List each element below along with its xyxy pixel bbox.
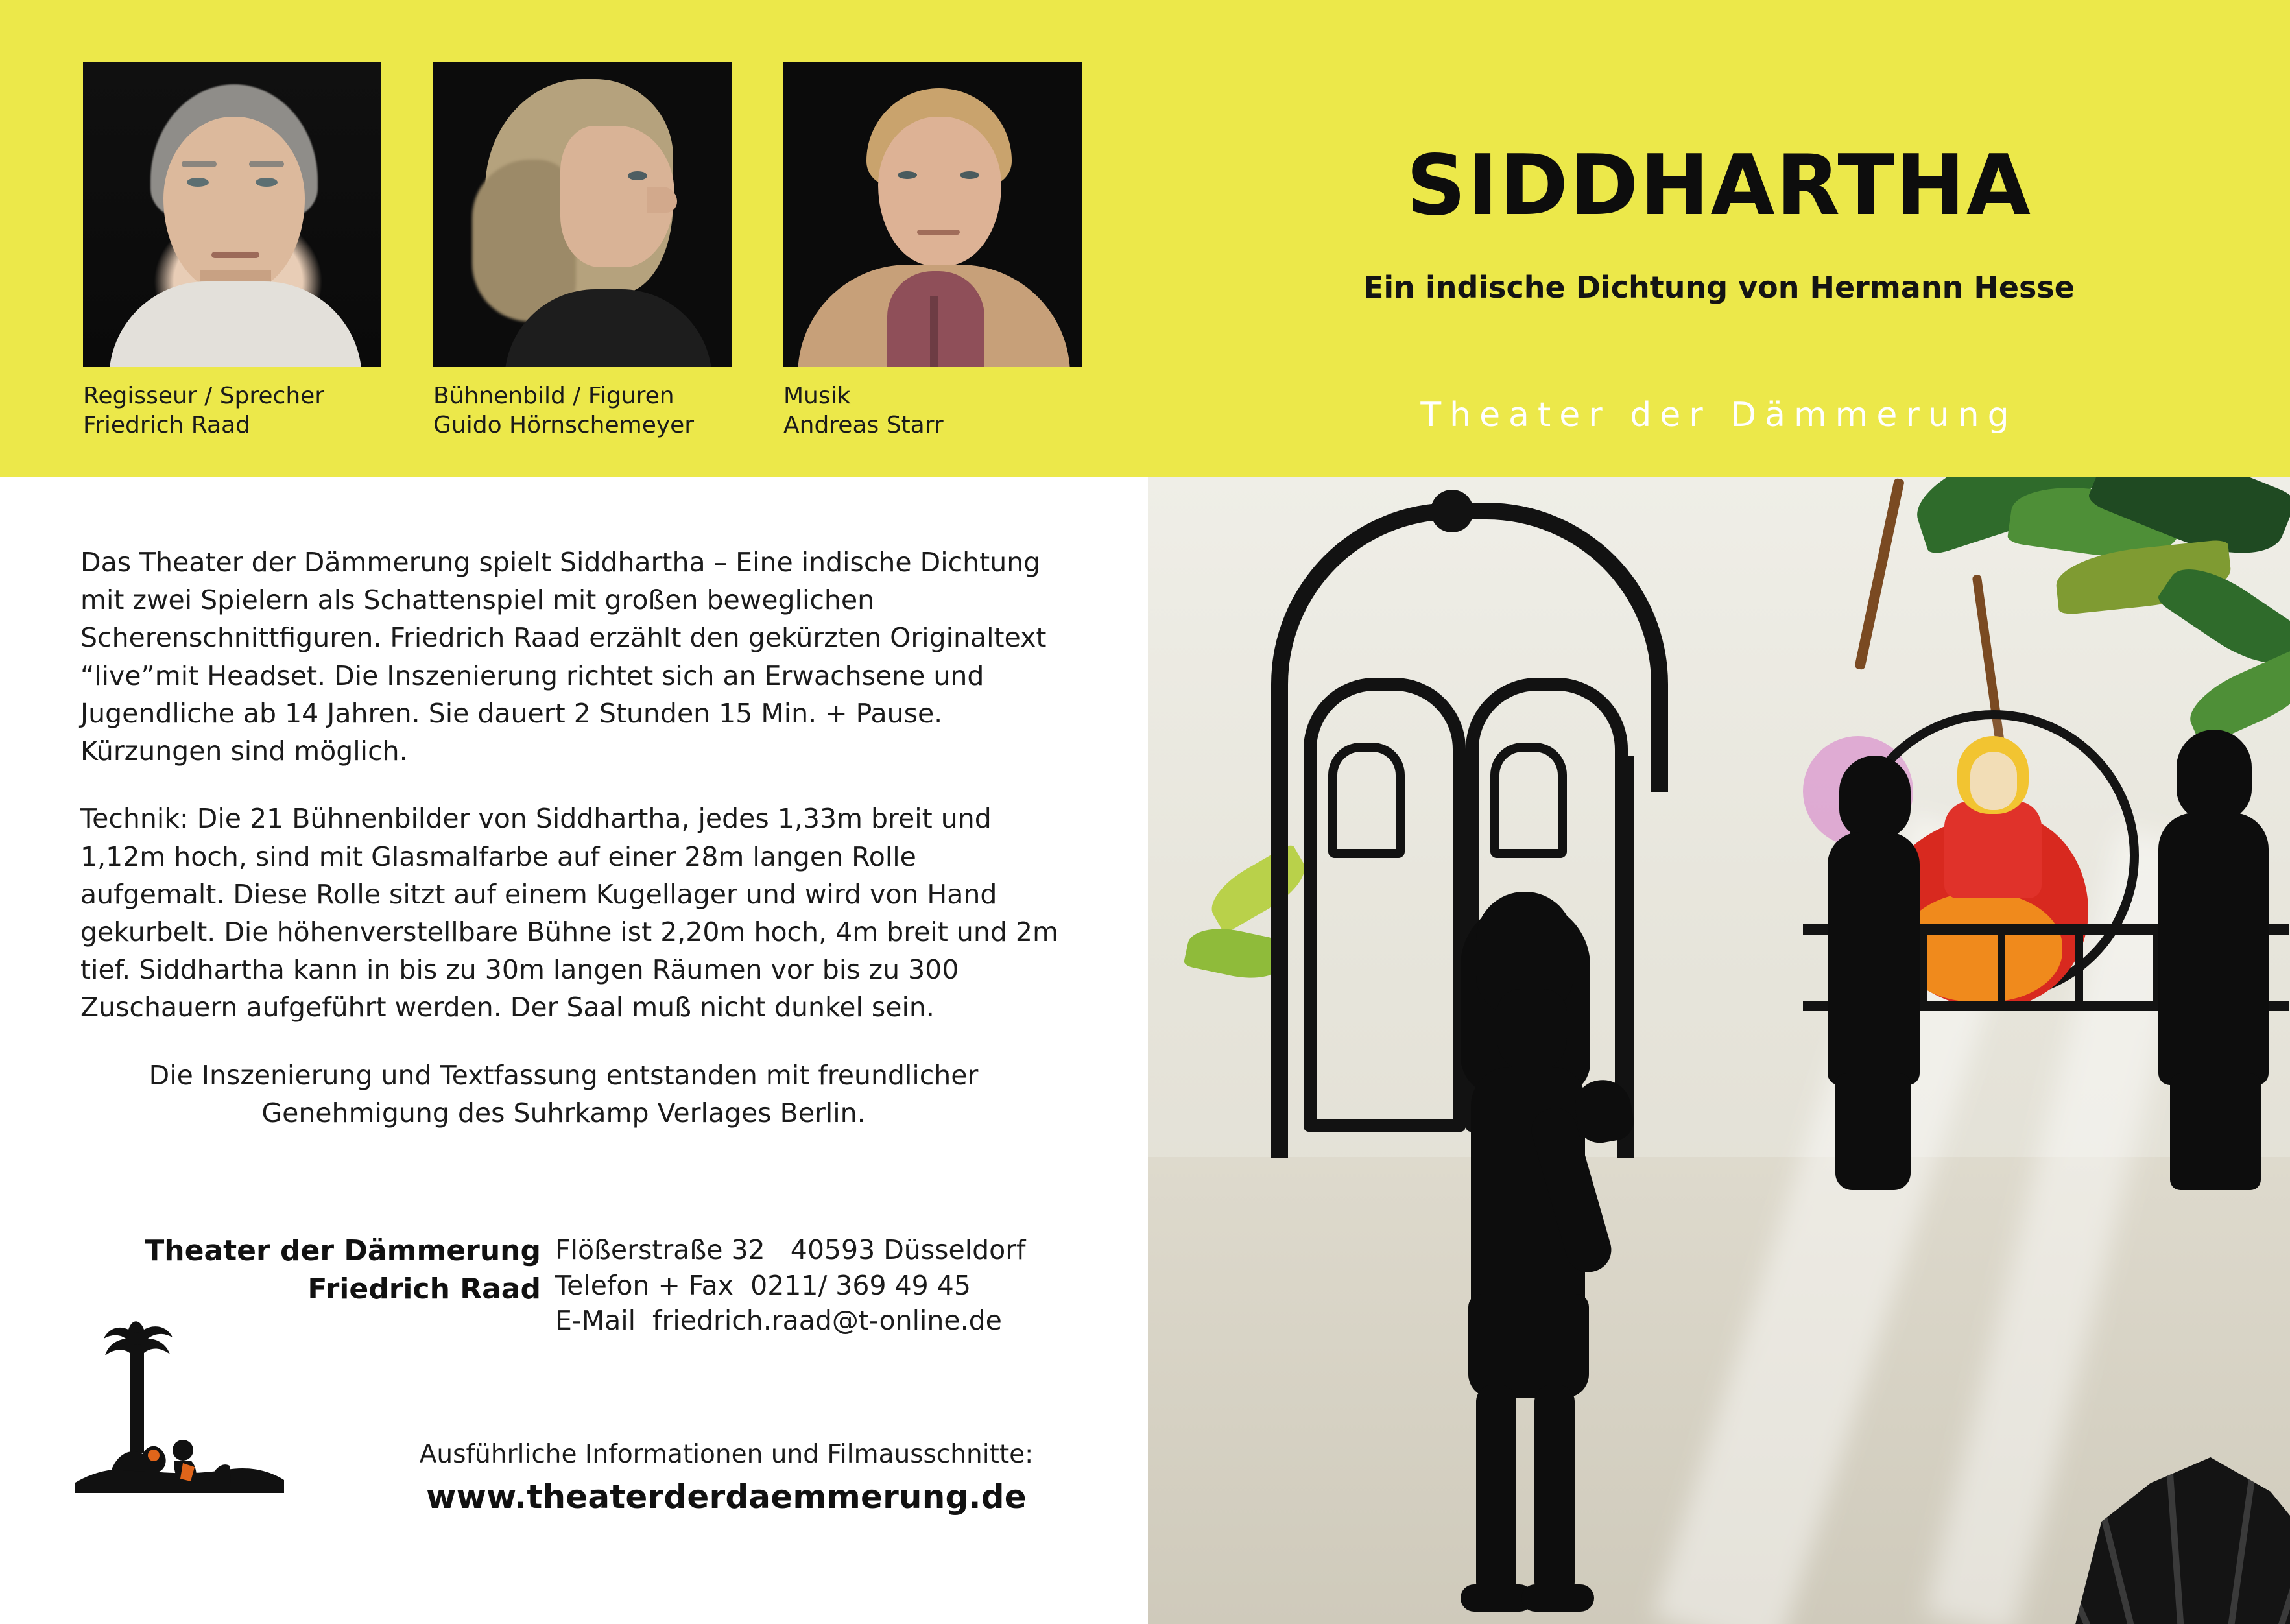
silhouette-beard	[1497, 989, 1567, 1073]
portrait-andreas-starr	[783, 62, 1082, 367]
silhouette-head	[1839, 756, 1911, 839]
gate-post-left	[1271, 756, 1288, 1158]
paragraph-rights: Die Inszenierung und Textfassung entstanden mit freundlicher Genehmigung des Suhrkamp Verlages Berlin.	[149, 1059, 979, 1128]
rail-baluster	[1998, 924, 2005, 1011]
crew-role-text	[433, 381, 732, 440]
paragraph-intro: Das Theater der Dämmerung spielt Siddhartha – Eine indische Dichtung mit zwei Spielern als Schattenspiel mit großen beweglichen Scherenschnittfiguren. Friedrich Raad erzählt den gekürzten Originaltext “live”mit Headset. Die Inszenierung richtet sich an Erwachsene und Jugendliche ab 14 Jahren. Sie dauert 2 Stunden 15 Min. + Pause. Kürzungen sind möglich.	[80, 547, 1047, 767]
crew-role-text	[783, 381, 1082, 440]
portrait-nose	[647, 187, 677, 213]
crew-role-line2: Friedrich Raad	[83, 412, 250, 438]
silhouette-foot-right	[1521, 1584, 1594, 1612]
theater-logo-icon	[56, 1317, 296, 1505]
portrait-eye-left	[187, 178, 209, 187]
rail-baluster	[2075, 924, 2083, 1011]
portrait-face	[878, 117, 1001, 266]
portrait-mouth	[917, 230, 960, 235]
company-name: Theater der Dämmerung	[1420, 396, 2018, 435]
crew-member	[83, 62, 381, 440]
crew-role-line1: Regisseur / Sprecher	[83, 383, 325, 409]
contact-person-name: Friedrich Raad	[307, 1272, 541, 1306]
portrait-brow-left	[182, 161, 217, 167]
portrait-friedrich-raad	[83, 62, 381, 367]
portrait-mouth	[211, 252, 259, 258]
contact-email[interactable]: E-Mail friedrich.raad@t-online.de	[555, 1305, 1002, 1337]
portrait-eye-right	[960, 171, 979, 179]
crew-header-band	[0, 0, 1148, 477]
gate-ornament	[1490, 743, 1567, 858]
branch	[1854, 478, 1905, 671]
seated-figure-face	[1970, 752, 2017, 810]
silhouette-figure-middle	[1809, 756, 1933, 1184]
crew-role-line1: Musik	[783, 383, 851, 409]
portrait-eye	[628, 171, 647, 180]
gate-ornament	[1328, 743, 1405, 858]
silhouette-legs	[2170, 1073, 2261, 1190]
silhouette-legs	[1835, 1073, 1911, 1190]
right-panel	[1148, 0, 2290, 1624]
contact-phone: Telefon + Fax 0211/ 369 49 45	[555, 1269, 971, 1301]
portrait-guido-hoernschemeyer	[433, 62, 732, 367]
page-subtitle: Ein indische Dichtung von Hermann Hesse	[1363, 270, 2075, 305]
silhouette-figure-right	[2140, 730, 2283, 1184]
crew-role-text	[83, 381, 381, 440]
silhouette-skirt	[1468, 1294, 1589, 1398]
silhouette-body	[2158, 813, 2269, 1085]
silhouette-figure-siddhartha	[1420, 892, 1634, 1618]
title-band	[1148, 0, 2290, 477]
crew-role-line2: Andreas Starr	[783, 412, 944, 438]
shadow-theatre-photo	[1148, 477, 2290, 1624]
portrait-eye-right	[256, 178, 278, 187]
rock-stripe	[2224, 1477, 2255, 1624]
portrait-brow-right	[249, 161, 284, 167]
crew-member	[783, 62, 1082, 440]
contact-details	[555, 1232, 1026, 1339]
page-title: SIDDHARTHA	[1406, 137, 2032, 234]
seated-figure-torso	[1944, 801, 2042, 898]
crew-member	[433, 62, 732, 440]
website-url[interactable]: www.theaterderdaemmerung.de	[426, 1478, 1027, 1516]
web-info-text: Ausführliche Informationen und Filmausschnitte:	[419, 1440, 1034, 1469]
contact-company-name: Theater der Dämmerung	[145, 1234, 541, 1267]
portrait-eye-left	[898, 171, 917, 179]
contact-address: Flößerstraße 32 40593 Düsseldorf	[555, 1234, 1026, 1265]
portrait-face	[163, 117, 305, 293]
silhouette-body	[1828, 832, 1920, 1085]
contact-names	[80, 1232, 555, 1308]
rock-stripe	[2270, 1502, 2290, 1624]
silhouette-head	[2177, 730, 2252, 820]
description-text	[80, 543, 1066, 1162]
crew-list	[0, 0, 1148, 477]
crew-role-line2: Guido Hörnschemeyer	[433, 412, 695, 438]
rock-stripe	[2166, 1465, 2186, 1624]
silhouette-leg-left	[1476, 1385, 1516, 1599]
portrait-zipper	[930, 296, 938, 367]
web-block	[363, 1440, 1090, 1516]
silhouette-leg-right	[1534, 1385, 1575, 1599]
crew-role-line1: Bühnenbild / Figuren	[433, 383, 674, 409]
paragraph-technik: Technik: Die 21 Bühnenbilder von Siddhartha, jedes 1,33m breit und 1,12m hoch, sind mit Glasmalfarbe auf einer 28m langen Rolle aufgemalt. Diese Rolle sitzt auf einem Kugellager und wird von Hand gekurbelt. Die höhenverstellbare Bühne ist 2,20m hoch, 4m breit und 2m tief. Siddhartha kann in bis zu 30m langen Räumen vor bis zu 300 Zuschauern aufgeführt werden. Der Saal muß nicht dunkel sein.	[80, 803, 1058, 1023]
